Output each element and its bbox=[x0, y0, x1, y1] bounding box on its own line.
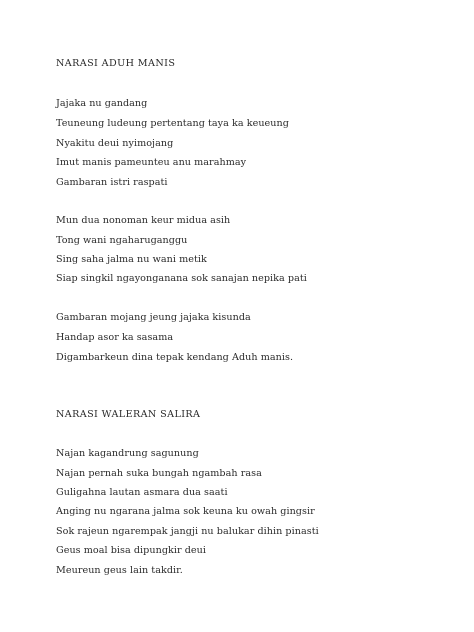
poem-line: Teuneung ludeung pertentang taya ka keueung bbox=[56, 118, 289, 129]
poem-line: Anging nu ngarana jalma sok keuna ku owah gingsir bbox=[56, 506, 315, 517]
poem-line: Gambaran istri raspati bbox=[56, 177, 168, 188]
poem-line: Siap singkil ngayonganana sok sanajan nepika pati bbox=[56, 273, 307, 284]
poem-line: Geus moal bisa dipungkir deui bbox=[56, 545, 206, 556]
poem-line: Handap asor ka sasama bbox=[56, 332, 174, 343]
poem-line: Mun dua nonoman keur midua asih bbox=[56, 215, 231, 226]
poem-line: Guligahna lautan asmara dua saati bbox=[56, 487, 228, 498]
poem-line: Najan pernah suka bungah ngambah rasa bbox=[56, 468, 262, 479]
poem-line: Digambarkeun dina tepak kendang Aduh manis. bbox=[56, 352, 294, 363]
poem-line: Imut manis pameunteu anu marahmay bbox=[56, 157, 247, 168]
poem-line: Nyakitu deui nyimojang bbox=[56, 138, 174, 149]
poem-line: Sok rajeun ngarempak jangji nu balukar dihin pinasti bbox=[56, 526, 319, 537]
section-title: NARASI ADUH MANIS bbox=[56, 58, 176, 69]
poem-line: Jajaka nu gandang bbox=[56, 98, 148, 109]
poem-line: Gambaran mojang jeung jajaka kisunda bbox=[56, 312, 251, 323]
poem-line: Sing saha jalma nu wani metik bbox=[56, 254, 207, 265]
poem-line: Najan kagandrung sagunung bbox=[56, 448, 199, 459]
poem-line: Meureun geus lain takdir. bbox=[56, 565, 183, 576]
section-title: NARASI WALERAN SALIRA bbox=[56, 409, 201, 420]
poem-line: Tong wani ngaharuganggu bbox=[56, 235, 188, 246]
